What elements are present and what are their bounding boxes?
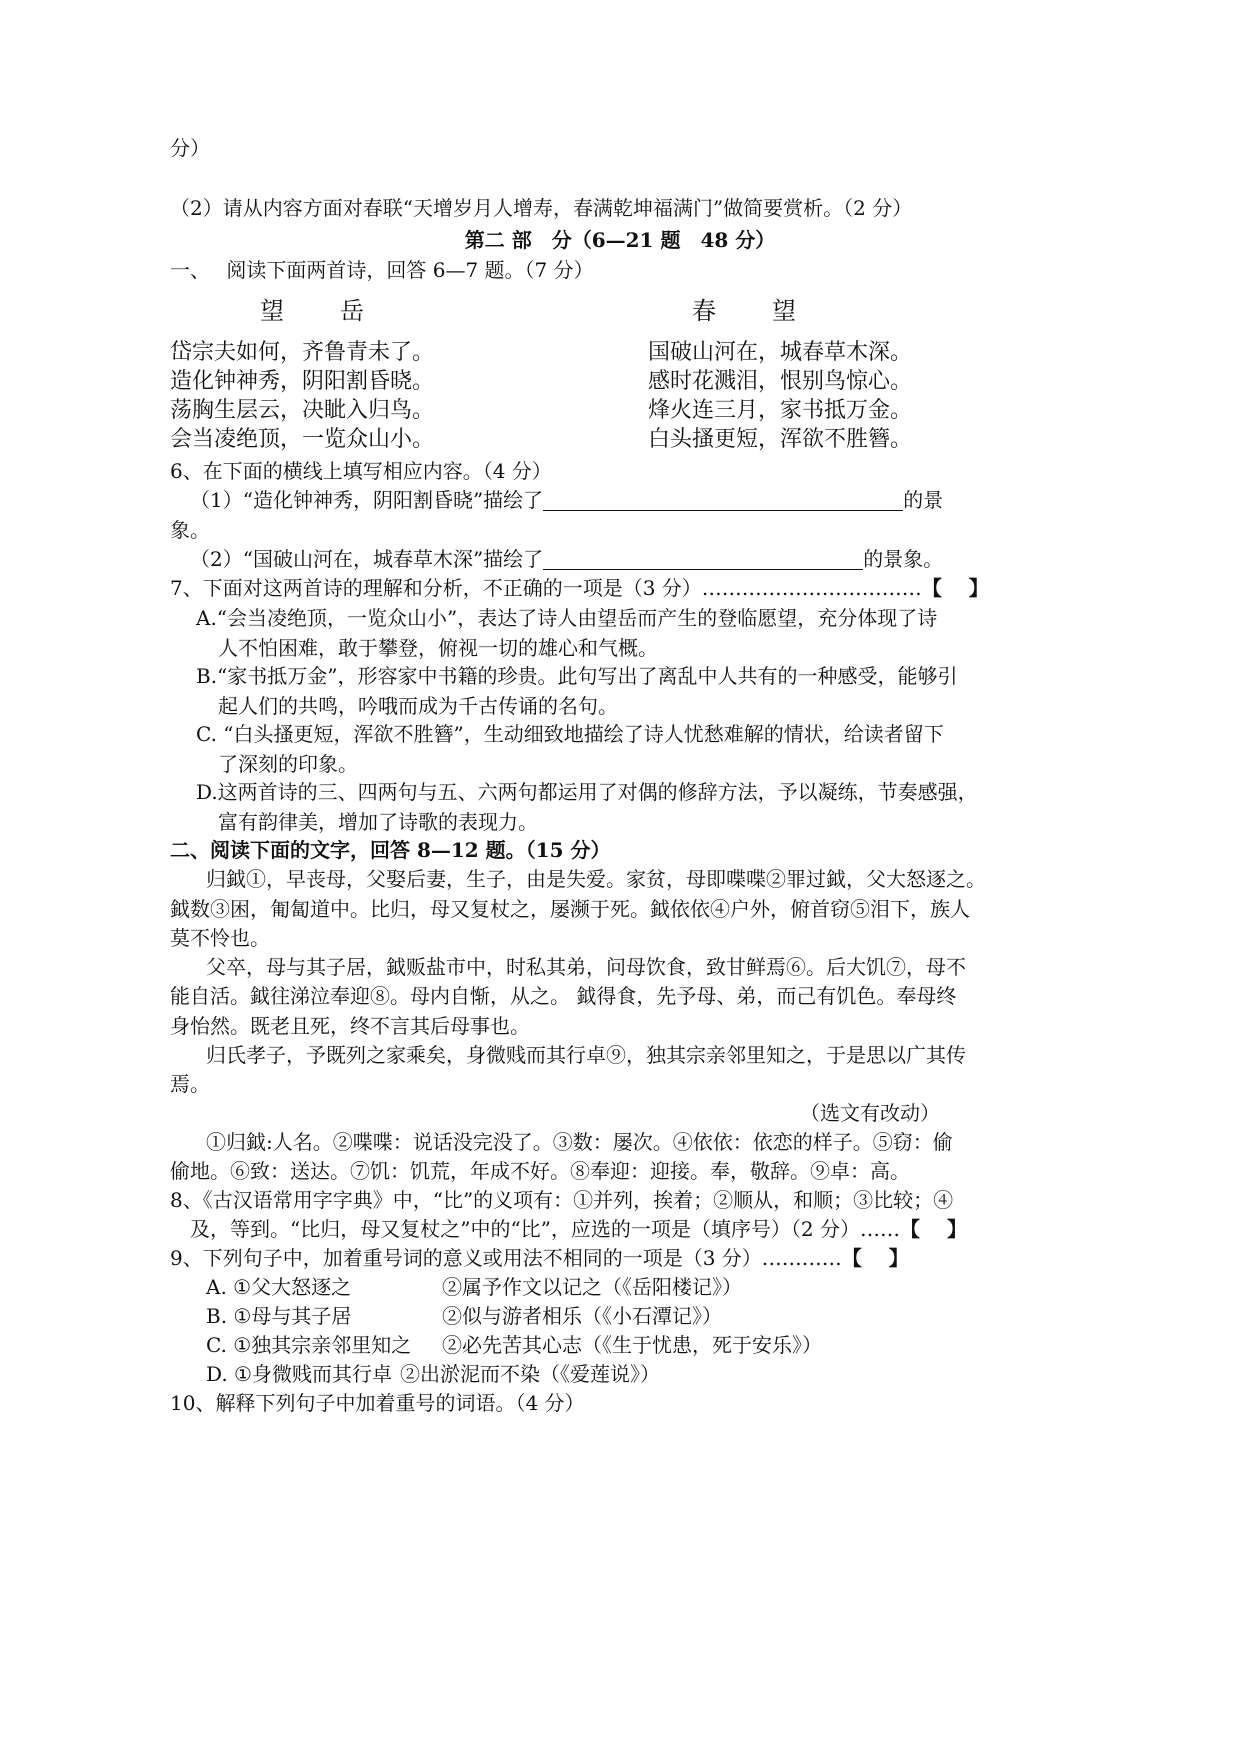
q7-option-b: B.“家书抵万金”，形容家中书籍的珍贵。此句写出了离乱中人共有的一种感受，能够引 [196, 664, 958, 688]
q7-option-a-cont: 人不怕困难，敢于攀登，俯视一切的雄心和气概。 [218, 636, 658, 660]
question-6-part2 [190, 543, 943, 575]
answer-blank[interactable] [543, 488, 903, 511]
question-6-part1 [190, 484, 943, 516]
poem2-line: 感时花溅泪，恨别鸟惊心。 [648, 369, 913, 394]
question-8-cont [190, 1213, 967, 1245]
q7-option-b-cont: 起人们的共鸣，吟哦而成为千古传诵的名句。 [218, 694, 618, 718]
q7-option-a: A.“会当凌绝顶，一览众山小”，表达了诗人由望岳而产生的登临愿望，充分体现了诗 [196, 606, 938, 630]
passage-line: 父卒，母与其子居，鉞贩盐市中，时私其弟，问母饮食，致甘鲜焉⑥。后大饥⑦，母不 [206, 955, 966, 979]
passage-line: 鉞数③困，匍匐道中。比归，母又复杖之，屡濒于死。鉞依依④户外，俯首窃⑤泪下，族人 [170, 897, 970, 921]
q7-option-c: C. “白头搔更短，浑欲不胜簪”，生动细致地描绘了诗人忧愁难解的情状，给读者留下 [196, 722, 944, 746]
poem1-line: 荡胸生层云，决眦入归鸟。 [170, 398, 435, 423]
annotations-line: 偷地。⑥致：送达。⑦饥：饥荒，年成不好。⑧奉迎：迎接。奉，敬辞。⑨卓：高。 [170, 1159, 910, 1183]
q7-stem-text: 7、下面对这两首诗的理解和分析，不正确的一项是（3 分）…………………………… [170, 576, 922, 600]
q9-option-b-first: B. ①母与其子居 [206, 1304, 352, 1328]
annotations-line: ①归鉞:人名。②喋喋：说话没完没了。③数：屡次。④依依：依恋的样子。⑤窃：偷 [206, 1130, 953, 1154]
passage-line: 身怡然。既老且死，终不言其后母事也。 [170, 1014, 530, 1038]
poem2-line: 国破山河在，城春草木深。 [648, 340, 913, 365]
answer-blank[interactable] [543, 547, 863, 570]
poem1-line: 造化钟神秀，阴阳割昏晓。 [170, 369, 435, 394]
question-8-stem: 8、《古汉语常用字字典》中，“比”的义项有：①并列，挨着；②顺从，和顺；③比较；④ [170, 1188, 954, 1212]
answer-bracket[interactable]: 【 】 [841, 1246, 909, 1270]
q7-option-d-cont: 富有韵律美，增加了诗歌的表现力。 [218, 810, 538, 834]
q6-p1-prefix: （1）“造化钟神秀，阴阳割昏晓”描绘了 [190, 488, 544, 512]
section2-heading: 二、阅读下面的文字，回答 8—12 题。（15 分） [170, 838, 611, 862]
q9-option-c-second: ②必先苦其心志（《生于忧患，死于安乐》） [442, 1333, 822, 1357]
part2-heading: 第二 部 分（6—21 题 48 分） [464, 228, 776, 252]
q6-p2-suffix: 的景象。 [863, 547, 944, 571]
q6-p2-prefix: （2）“国破山河在，城春草木深”描绘了 [190, 547, 544, 571]
q7-option-c-cont: 了深刻的印象。 [218, 752, 358, 776]
source-note: （选文有改动） [800, 1101, 940, 1125]
question-6-stem: 6、在下面的横线上填写相应内容。（4 分） [170, 459, 552, 483]
passage-line: 莫不怜也。 [170, 926, 270, 950]
poem2-line: 烽火连三月，家书抵万金。 [648, 398, 913, 423]
section1-heading: 一、 阅读下面两首诗，回答 6—7 题。（7 分） [170, 258, 594, 282]
question-7-stem [170, 572, 989, 604]
page-fragment: 分） [170, 136, 210, 160]
question-10-stem: 10、解释下列句子中加着重号的词语。（4 分） [170, 1391, 585, 1415]
q9-stem-text: 9、下列句子中，加着重号词的意义或用法不相同的一项是（3 分）………… [170, 1246, 842, 1270]
passage-line: 归鉞①，早丧母，父娶后妻，生子，由是失爱。家贫，母即喋喋②罪过鉞，父大怒逐之。 [206, 867, 986, 891]
poem2-title: 春 望 [692, 297, 812, 325]
q9-option-c-first: C. ①独其宗亲邻里知之 [206, 1333, 412, 1357]
q9-option-d-second: ②出淤泥而不染（《爱莲说》） [400, 1362, 660, 1386]
poem1-line: 会当凌绝顶，一览众山小。 [170, 427, 435, 452]
poem1-line: 岱宗夫如何，齐鲁青未了。 [170, 340, 435, 365]
q8-cont-text: 及，等到。“比归，母又复杖之”中的“比”，应选的一项是（填序号）（2 分）…… [190, 1217, 900, 1241]
question-6-part1-cont: 象。 [170, 518, 210, 542]
question-9-stem [170, 1242, 909, 1274]
q9-option-a-first: A. ①父大怒逐之 [206, 1275, 352, 1299]
q7-option-d: D.这两首诗的三、四两句与五、六两句都运用了对偶的修辞方法，予以凝练，节奏感强， [196, 780, 978, 804]
poem1-title: 望 岳 [260, 297, 380, 325]
answer-bracket[interactable]: 【 】 [899, 1217, 967, 1241]
q6-p1-suffix: 的景 [903, 488, 944, 512]
q9-option-a-second: ②属予作文以记之（《岳阳楼记》） [442, 1275, 742, 1299]
q9-option-b-second: ②似与游者相乐（《小石潭记》） [442, 1304, 722, 1328]
passage-line: 焉。 [170, 1072, 210, 1096]
question-5-2: （2）请从内容方面对春联“天增岁月人增寿，春满乾坤福满门”做简要赏析。（2 分） [170, 196, 913, 220]
answer-bracket[interactable]: 【 】 [921, 576, 989, 600]
passage-line: 归氏孝子，予既列之家乘矣，身微贱而其行卓⑨，独其宗亲邻里知之，于是思以广其传 [206, 1043, 966, 1067]
passage-line: 能自活。鉞往涕泣奉迎⑧。母内自惭，从之。 鉞得食，先予母、弟，而己有饥色。奉母终 [170, 984, 957, 1008]
q9-option-d-first: D. ①身微贱而其行卓 [206, 1362, 392, 1386]
poem2-line: 白头搔更短，浑欲不胜簪。 [648, 427, 913, 452]
